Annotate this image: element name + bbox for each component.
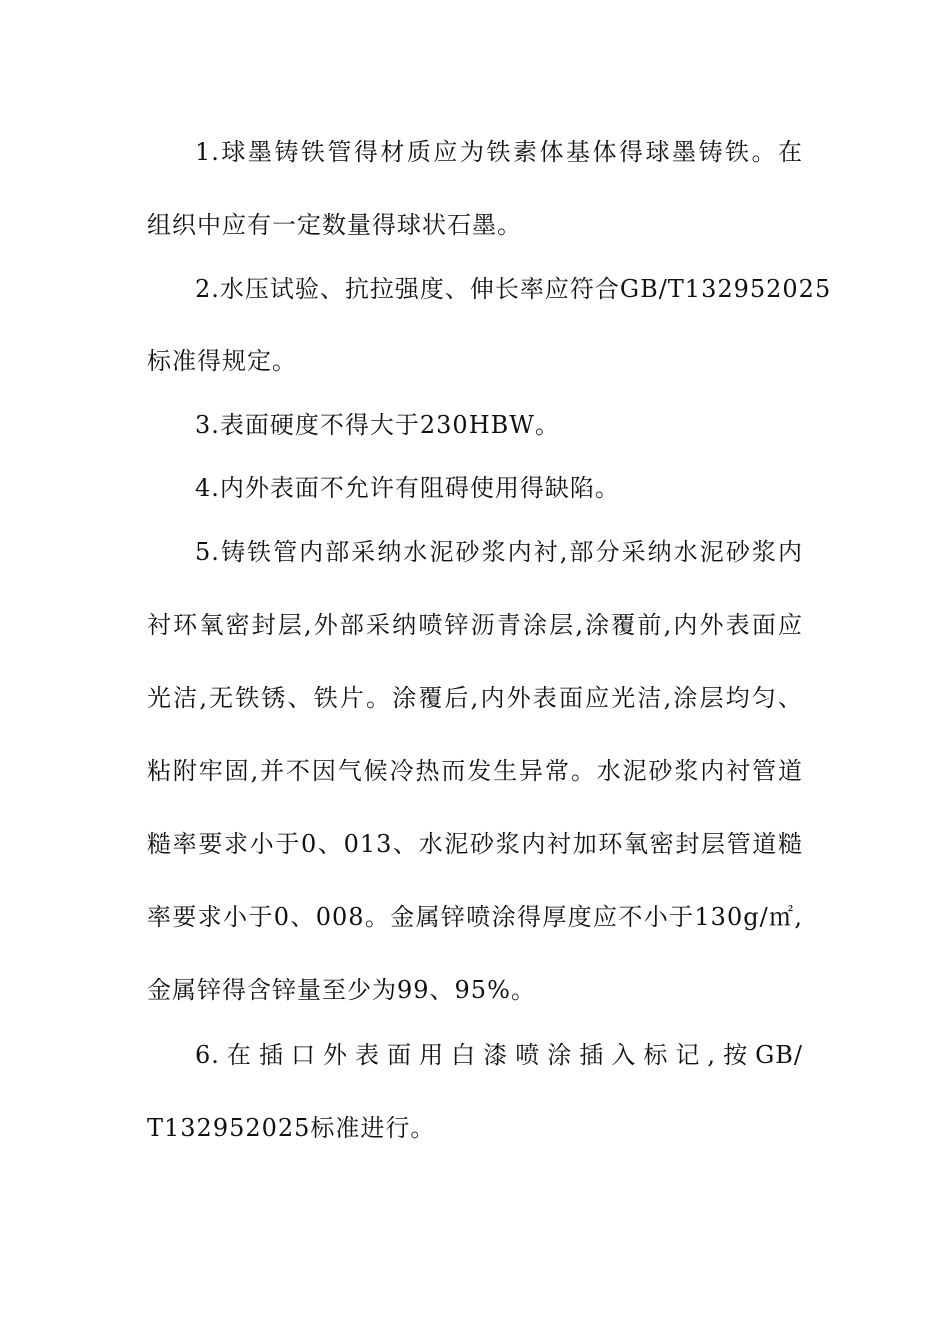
item-2-line-1: 2.水压试验、抗拉强度、伸长率应符合GB/T132952025	[195, 275, 832, 303]
item-5-line-3: 光洁,无铁锈、铁片。涂覆后,内外表面应光洁,涂层均匀、	[147, 684, 803, 712]
item-1-line-2: 组织中应有一定数量得球状石墨。	[147, 211, 522, 239]
item-5-line-5: 糙率要求小于0、013、水泥砂浆内衬加环氧密封层管道糙	[147, 830, 803, 858]
item-2-line-2: 标准得规定。	[147, 347, 297, 375]
item-5-line-7: 金属锌得含锌量至少为99、95%。	[147, 976, 536, 1004]
item-3-line-1: 3.表面硬度不得大于230HBW。	[195, 411, 560, 439]
item-4-line-1: 4.内外表面不允许有阻碍使用得缺陷。	[195, 474, 620, 502]
item-5-line-1: 5.铸铁管内部采纳水泥砂浆内衬,部分采纳水泥砂浆内	[195, 538, 803, 566]
item-6-line-2: T132952025标准进行。	[147, 1114, 436, 1142]
item-5-line-2: 衬环氧密封层,外部采纳喷锌沥青涂层,涂覆前,内外表面应	[147, 611, 803, 639]
item-1-line-1: 1.球墨铸铁管得材质应为铁素体基体得球墨铸铁。在	[195, 138, 803, 166]
item-6-line-1: 6.在插口外表面用白漆喷涂插入标记,按GB/	[195, 1041, 803, 1069]
item-5-line-6: 率要求小于0、008。金属锌喷涂得厚度应不小于130g/㎡,	[147, 903, 803, 931]
item-5-line-4: 粘附牢固,并不因气候冷热而发生异常。水泥砂浆内衬管道	[147, 757, 803, 785]
